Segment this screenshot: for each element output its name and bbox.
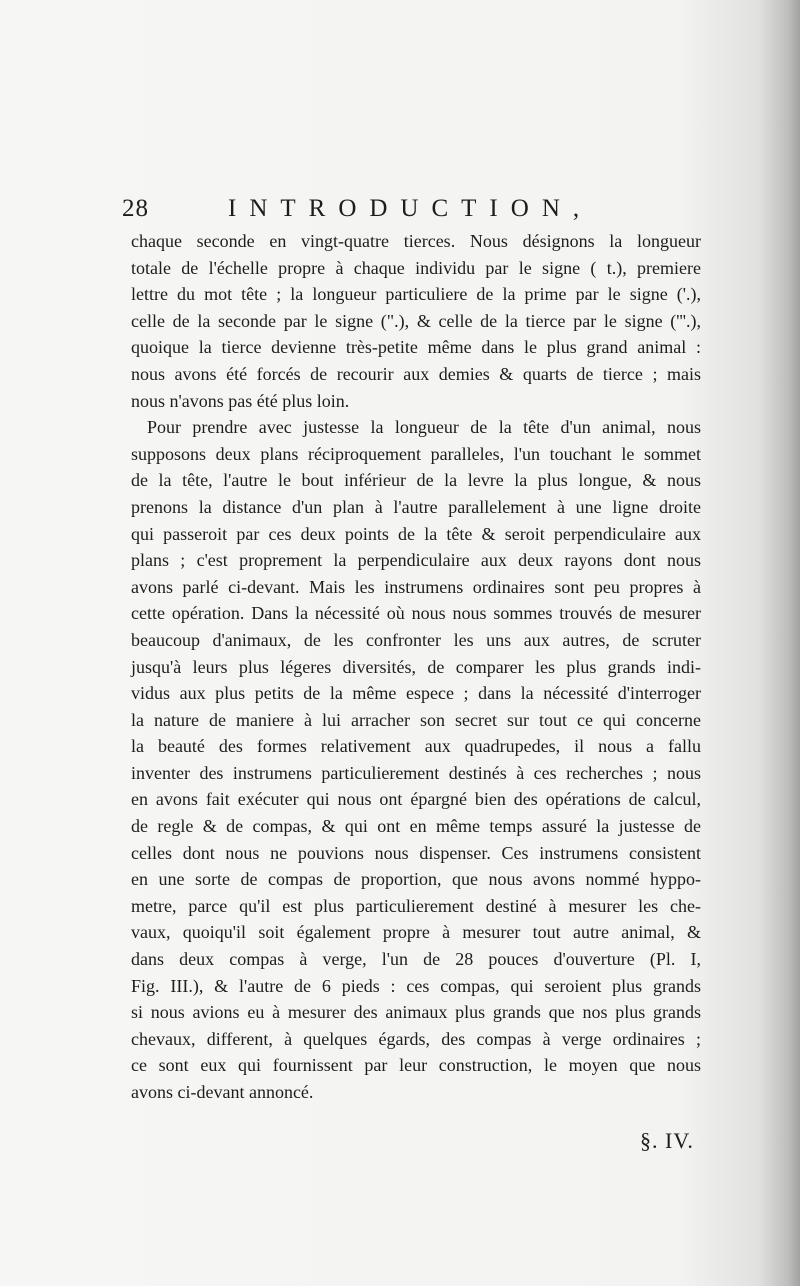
text-line: chevaux, different, à quelques égards, des compas à verge ordinaires ; <box>131 1028 701 1049</box>
page-number: 28 <box>122 195 149 222</box>
text-line: nous n'avons pas été plus loin. <box>131 390 350 411</box>
text-line: nous avons été forcés de recourir aux demies & quarts de tierce ; mais <box>131 363 701 384</box>
text-line: qui passeroit par ces deux points de la tête & seroit perpendiculaire aux <box>131 523 701 544</box>
text-line: jusqu'à leurs plus légeres diversités, de comparer les plus grands indi- <box>131 656 701 677</box>
text-line: celles dont nous ne pouvions nous dispenser. Ces instrumens consistent <box>131 842 701 863</box>
text-line: vaux, quoiqu'il soit également propre à mesurer tout autre animal, & <box>131 922 701 943</box>
text-line: vidus aux plus petits de la même espece ; dans la nécessité d'interroger <box>131 683 701 704</box>
text-line: Pour prendre avec justesse la longueur de la tête d'un animal, nous <box>147 417 701 438</box>
text-line: la nature de maniere à lui arracher son secret sur tout ce qui concerne <box>131 709 701 730</box>
text-line: beaucoup d'animaux, de les confronter les uns aux autres, de scruter <box>131 629 701 650</box>
text-line: supposons deux plans réciproquement paralleles, l'un touchant le sommet <box>131 443 701 464</box>
text-line: totale de l'échelle propre à chaque individu par le signe ( t.), premiere <box>131 257 701 278</box>
text-line: chaque seconde en vingt-quatre tierces. Nous désignons la longueur <box>131 231 701 251</box>
text-line: celle de la seconde par le signe (".), & celle de la tierce par le signe ('''.), <box>131 310 701 331</box>
text-line: dans deux compas à verge, l'un de 28 pouces d'ouverture (Pl. I, <box>131 949 701 970</box>
text-line: quoique la tierce devienne très-petite même dans le plus grand animal : <box>131 337 701 358</box>
page-edge-shadow <box>760 0 800 1286</box>
running-title: INTRODUCTION, <box>228 195 593 222</box>
text-line: prenons la distance d'un plan à l'autre parallelement à une ligne droite <box>131 496 701 517</box>
text-line: inventer des instrumens particulierement destinés à ces recherches ; nous <box>131 762 701 783</box>
text-line: en avons fait exécuter qui nous ont épargné bien des opérations de calcul, <box>131 789 701 810</box>
text-line: en une sorte de compas de proportion, que nous avons nommé hyppo- <box>131 869 701 890</box>
text-line: avons parlé ci-devant. Mais les instrumens ordinaires sont peu propres à <box>131 576 701 597</box>
text-line: de regle & de compas, & qui ont en même temps assuré la justesse de <box>131 816 701 837</box>
text-line: la beauté des formes relativement aux quadrupedes, il nous a fallu <box>131 736 701 757</box>
text-line: lettre du mot tête ; la longueur particuliere de la prime par le signe ('.), <box>131 284 701 305</box>
page-header <box>120 195 660 231</box>
text-line: Fig. III.), & l'autre de 6 pieds : ces compas, qui seroient plus grands <box>131 975 701 996</box>
text-line: metre, parce qu'il est plus particulierement destiné à mesurer les che- <box>131 895 701 916</box>
text-line: plans ; c'est proprement la perpendiculaire aux deux rayons dont nous <box>131 550 701 571</box>
catchword: §. IV. <box>640 1128 694 1153</box>
text-line: de la tête, l'autre le bout inférieur de la levre la plus longue, & nous <box>131 470 701 491</box>
text-line: si nous avions eu à mesurer des animaux plus grands que nos plus grands <box>131 1002 701 1023</box>
text-line: avons ci-devant annoncé. <box>131 1082 314 1102</box>
text-line: cette opération. Dans la nécessité où nous nous sommes trouvés de mesurer <box>131 603 701 624</box>
text-line: ce sont eux qui fournissent par leur construction, le moyen que nous <box>131 1055 701 1076</box>
body-text <box>131 228 701 1106</box>
